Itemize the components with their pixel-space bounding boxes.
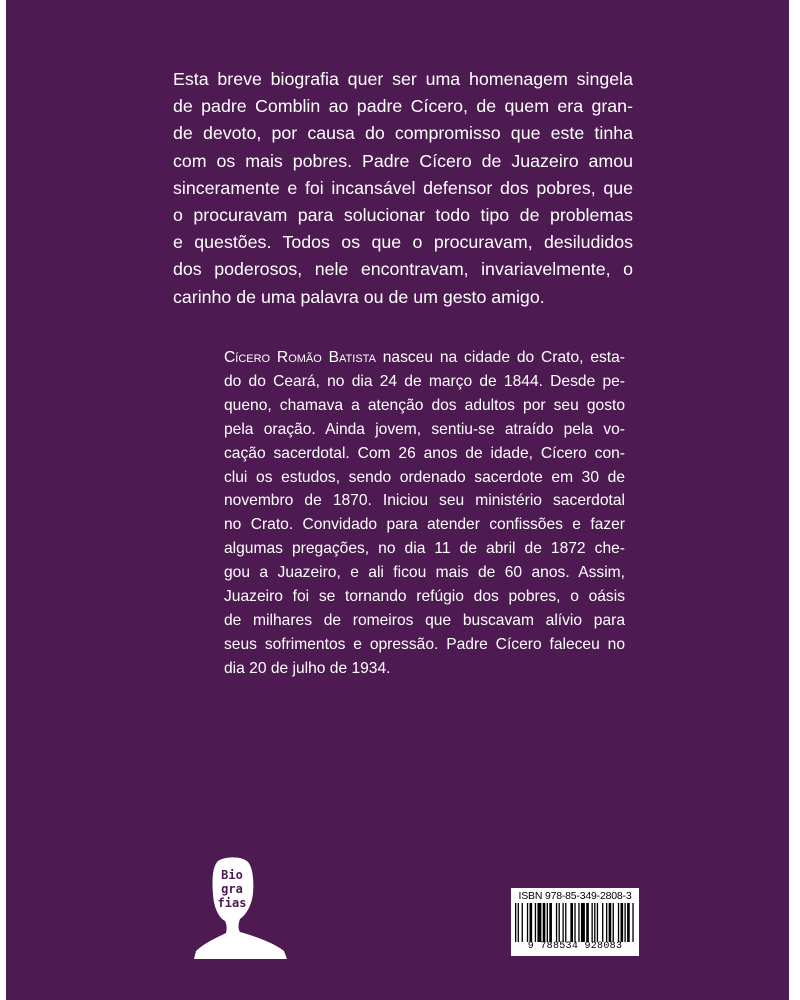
barcode-digits: 9 788534 928083 bbox=[527, 941, 623, 952]
bio-line: Juazeiro foi se tornando refúgio dos pobres, o oásis bbox=[224, 588, 625, 606]
bio-line: seus sofrimentos e opressão. Padre Cícero faleceu no bbox=[224, 635, 625, 653]
barcode-bar bbox=[543, 903, 546, 942]
barcode-bar bbox=[530, 903, 533, 942]
barcode-bar bbox=[591, 903, 592, 942]
bio-first-line bbox=[224, 346, 625, 370]
bio-line: no Crato. Convidado para atender confissões e fazer bbox=[224, 516, 625, 534]
barcode-bar bbox=[559, 903, 560, 942]
barcode-bar bbox=[581, 903, 585, 942]
intro-line: sinceramente e foi incansável defensor dos pobres, que bbox=[173, 177, 633, 198]
intro-line: e questões. Todos os que o procuravam, desiludidos bbox=[173, 232, 633, 253]
barcode-bar bbox=[602, 903, 603, 942]
logo-text-bio: Bio bbox=[221, 868, 243, 882]
book-back-cover bbox=[6, 0, 789, 1000]
barcode-bars bbox=[515, 903, 635, 942]
intro-line: de devoto, por causa do compromisso que este tinha bbox=[173, 123, 633, 144]
barcode-bar bbox=[597, 903, 598, 942]
barcode-bar bbox=[578, 903, 579, 942]
isbn-label: ISBN 978-85-349-2808-3 bbox=[518, 890, 632, 902]
bio-line: cação sacerdotal. Com 26 anos de idade, Cícero con- bbox=[224, 444, 625, 462]
barcode-bar bbox=[547, 903, 548, 942]
biography-paragraph bbox=[224, 346, 625, 681]
isbn-barcode bbox=[511, 888, 639, 956]
biografias-logo bbox=[174, 855, 309, 959]
barcode-bar bbox=[606, 903, 607, 942]
intro-line: de padre Comblin ao padre Cícero, de quem era gran- bbox=[173, 96, 633, 117]
bio-first-line-rest: nasceu na cidade do Crato, esta- bbox=[375, 349, 625, 366]
barcode-bar bbox=[522, 903, 523, 942]
barcode-bar bbox=[574, 903, 575, 942]
barcode-bar bbox=[594, 903, 595, 942]
barcode-bar bbox=[624, 903, 625, 942]
barcode-bar bbox=[562, 903, 563, 942]
intro-line: o procuravam para solucionar todo tipo de problemas bbox=[173, 205, 633, 226]
barcode-bar bbox=[565, 903, 566, 942]
barcode-bar bbox=[627, 903, 630, 942]
intro-line: dos poderosos, nele encontravam, invariavelmente, o bbox=[173, 259, 633, 280]
bio-line: pela oração. Ainda jovem, sentiu-se atraído pela vo- bbox=[224, 420, 625, 438]
bio-line: queno, chamava a atenção dos adultos por seu gosto bbox=[224, 396, 625, 414]
intro-paragraph bbox=[173, 66, 633, 311]
barcode-bar bbox=[632, 903, 633, 942]
barcode-bar bbox=[618, 903, 619, 942]
barcode-bar bbox=[570, 903, 573, 942]
intro-line: carinho de uma palavra ou de um gesto amigo. bbox=[173, 286, 545, 307]
barcode-bar bbox=[515, 903, 516, 942]
bio-name: Cícero Romão Batista bbox=[224, 349, 376, 366]
bio-line: gou a Juazeiro, e ali ficou mais de 60 anos. Assim, bbox=[224, 564, 625, 582]
barcode-bar bbox=[527, 903, 528, 942]
logo-text-fias: fias bbox=[217, 896, 247, 910]
logo-text-gra: gra bbox=[221, 882, 243, 896]
barcode-bar bbox=[556, 903, 557, 942]
bio-line: clui os estudos, sendo ordenado sacerdote em 30 de bbox=[224, 468, 625, 486]
bio-line: novembro de 1870. Iniciou seu ministério sacerdotal bbox=[224, 492, 625, 510]
barcode-bar bbox=[586, 903, 589, 942]
bio-line: dia 20 de julho de 1934. bbox=[224, 659, 391, 677]
barcode-bar bbox=[518, 903, 519, 942]
barcode-bar bbox=[620, 903, 623, 942]
bio-line: de milhares de romeiros que buscavam alívio para bbox=[224, 611, 625, 629]
bio-line: algumas pregações, no dia 11 de abril de 1872 che- bbox=[224, 540, 625, 558]
barcode-bar bbox=[537, 903, 541, 942]
barcode-bar bbox=[535, 903, 536, 942]
barcode-bar bbox=[549, 903, 552, 942]
intro-line: com os mais pobres. Padre Cícero de Juazeiro amou bbox=[173, 150, 633, 171]
barcode-bar bbox=[613, 903, 614, 942]
barcode-bar bbox=[609, 903, 612, 942]
intro-line: Esta breve biografia quer ser uma homenagem singela bbox=[173, 69, 633, 89]
bio-line: do do Ceará, no dia 24 de março de 1844. Desde pe- bbox=[224, 372, 625, 390]
